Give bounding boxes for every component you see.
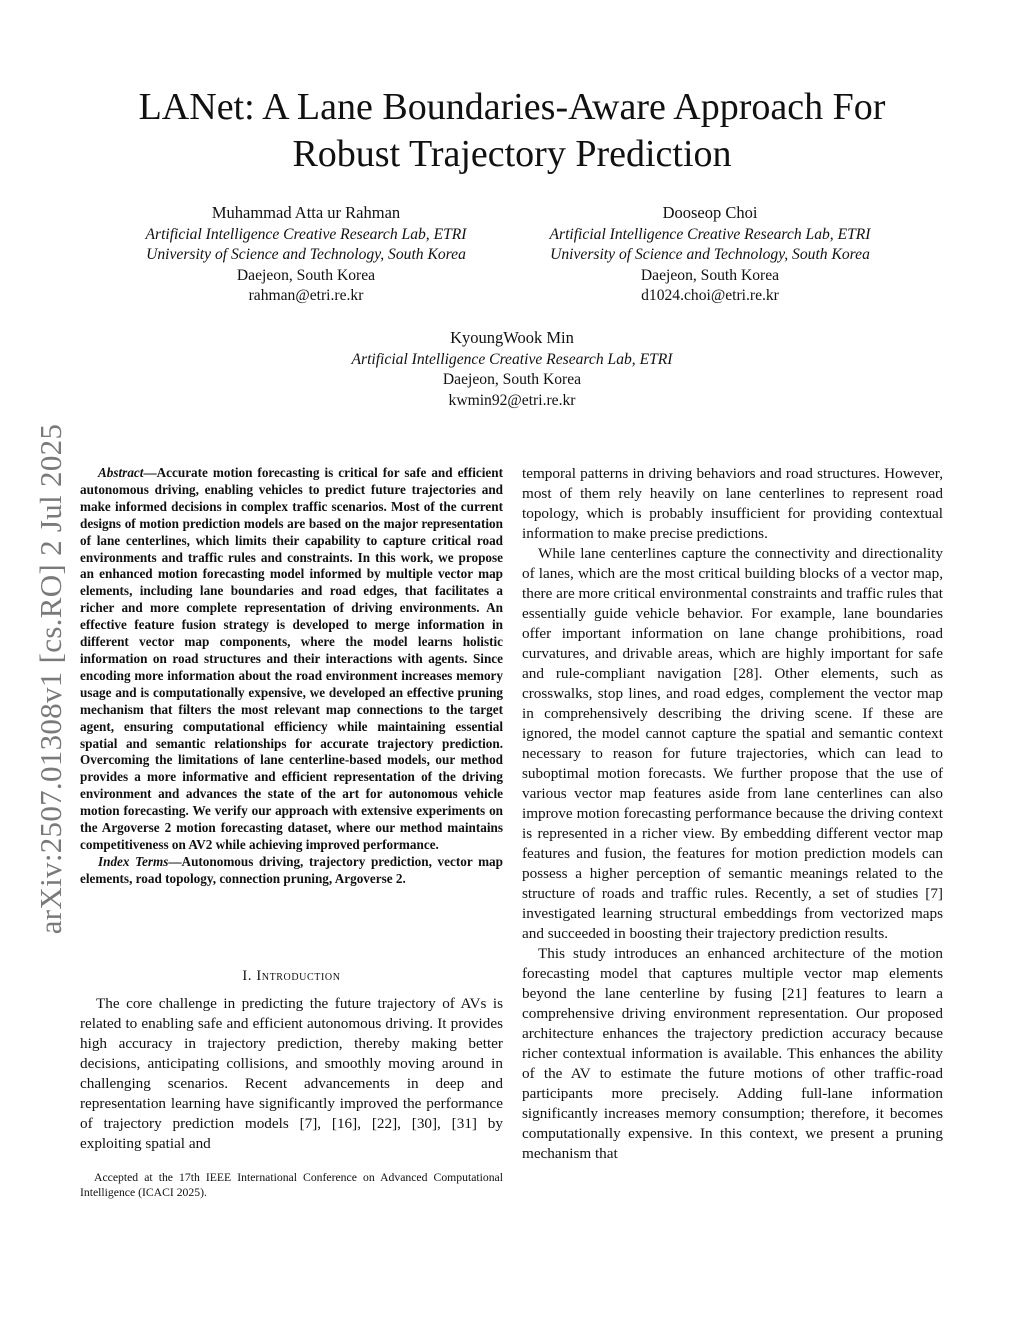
- author-block-1: [96, 203, 516, 307]
- author-name: KyoungWook Min: [450, 328, 574, 347]
- author-email: rahman@etri.re.kr: [248, 287, 364, 305]
- author-location: Daejeon, South Korea: [236, 266, 376, 284]
- footnote-text: Accepted at the 17th IEEE International Conference on Advanced Computational Intelligence (ICACI 2025).: [80, 1171, 503, 1199]
- section-number: I.: [242, 968, 253, 984]
- author-affiliation: Artificial Intelligence Creative Research Lab, ETRI: [549, 225, 871, 243]
- author-block-3: [292, 328, 732, 411]
- abstract-label: Abstract: [98, 465, 144, 480]
- author-affiliation: University of Science and Technology, South Korea: [550, 246, 870, 264]
- paper-title: [80, 84, 944, 178]
- section-title: Introduction: [256, 968, 341, 984]
- author-email: d1024.choi@etri.re.kr: [641, 287, 779, 305]
- body-paragraph: While lane centerlines capture the connectivity and directionality of lanes, which are the most critical building blocks of a vector map, there are more critical environmental constraints and traffic rules that essentially guide vehicle behavior. For example, lane boundaries offer important information on lane change prohibitions, road curvatures, and drivable areas, which are highly important for safe and rule-compliant navigation [28]. Other elements, such as crosswalks, stop lines, and road edges, complement the vector map in comprehensively describing the driving scene. If these are ignored, the model cannot capture the spatial and semantic context necessary to reason for future trajectories, which can lead to suboptimal motion forecasts. We further propose that the use of various vector map features aside from lane centerlines can also improve motion forecasting performance because the driving context is represented in a richer view. By embedding different vector map features and fusion, the features for motion prediction models can possess a higher perception of semantic meanings related to the structure of roads and traffic rules. Recently, a set of studies [7] investigated learning structural embeddings from vectorized maps and succeeded in boosting their trajectory prediction results.: [522, 545, 943, 942]
- index-terms-label: Index Terms: [98, 853, 169, 869]
- author-affiliation: University of Science and Technology, South Korea: [146, 246, 466, 264]
- author-affiliation: Artificial Intelligence Creative Research Lab, ETRI: [145, 225, 467, 243]
- abstract-paragraph: [80, 465, 503, 854]
- author-name: Muhammad Atta ur Rahman: [211, 203, 401, 222]
- intro-paragraph: The core challenge in predicting the future trajectory of AVs is related to enabling safe and efficient autonomous driving. It provides high accuracy in trajectory prediction, thereby making better decisions, anticipating collisions, and smoothly moving around in challenging scenarios. Recent advancements in deep and representation learning have significantly improved the performance of trajectory prediction models [7], [16], [22], [30], [31] by exploiting spatial and: [80, 995, 503, 1152]
- footnote: [80, 1170, 503, 1200]
- section-heading: [80, 968, 503, 985]
- introduction-body: [80, 994, 503, 1154]
- abstract-section: [80, 465, 503, 888]
- author-block-2: [500, 203, 920, 307]
- author-name: Dooseop Choi: [662, 203, 758, 222]
- arxiv-identifier-text: arXiv:2507.01308v1 [cs.RO] 2 Jul 2025: [33, 423, 68, 935]
- body-paragraph: This study introduces an enhanced architecture of the motion forecasting model that captures multiple vector map elements beyond the lane centerline by fusing [21] features to learn a comprehensive driving environment representation. Our proposed architecture enhances the trajectory prediction accuracy because richer contextual information is available. This enhances the ability of the AV to estimate the future motions of other traffic-road participants more precisely. Adding full-lane information significantly increases memory consumption; therefore, it becomes computationally expensive. In this context, we present a pruning mechanism that: [522, 945, 943, 1162]
- index-terms-text: —Autonomous driving, trajectory prediction, vector map elements, road topology, connection pruning, Argoverse 2.: [80, 853, 503, 886]
- abstract-text: —Accurate motion forecasting is critical for safe and efficient autonomous driving, enabling vehicles to predict future trajectories and make informed decisions in complex traffic scenarios. Most of the current designs of motion prediction models are based on the major representation of lane centerlines, which limits their capability to capture critical road environments and traffic rules and constraints. In this work, we propose an enhanced motion forecasting model informed by multiple vector map elements, including lane boundaries and road edges, that facilitates a richer and more complete representation of driving environments. An effective feature fusion strategy is developed to merge information in different vector map components, where the model learns holistic information on road structures and their interactions with agents. Since encoding more information about the road environment increases memory usage and is computationally expensive, we developed an effective pruning mechanism that filters the most relevant map connections to the target agent, ensuring computational efficiency while maintaining essential spatial and semantic relationships for accurate trajectory prediction. Overcoming the limitations of lane centerline-based models, our method provides a more informative and efficient representation of the driving environment and advances the state of the art for autonomous vehicle motion forecasting. We verify our approach with extensive experiments on the Argoverse 2 motion forecasting dataset, where our method maintains competitiveness on AV2 while achieving improved performance.: [80, 465, 503, 852]
- paper-title-line-2: Robust Trajectory Prediction: [292, 133, 732, 175]
- author-location: Daejeon, South Korea: [442, 371, 582, 389]
- arxiv-identifier: [28, 384, 74, 974]
- author-email: kwmin92@etri.re.kr: [448, 391, 576, 409]
- paper-title-line-1: LANet: A Lane Boundaries-Aware Approach For: [138, 86, 886, 128]
- author-location: Daejeon, South Korea: [640, 266, 780, 284]
- author-affiliation: Artificial Intelligence Creative Research Lab, ETRI: [351, 350, 673, 368]
- index-terms-paragraph: [80, 854, 503, 888]
- right-column: [522, 464, 943, 1164]
- body-paragraph: temporal patterns in driving behaviors and road structures. However, most of them rely heavily on lane centerlines to represent road topology, which is probably insufficient for providing contextual information to make precise predictions.: [522, 465, 943, 542]
